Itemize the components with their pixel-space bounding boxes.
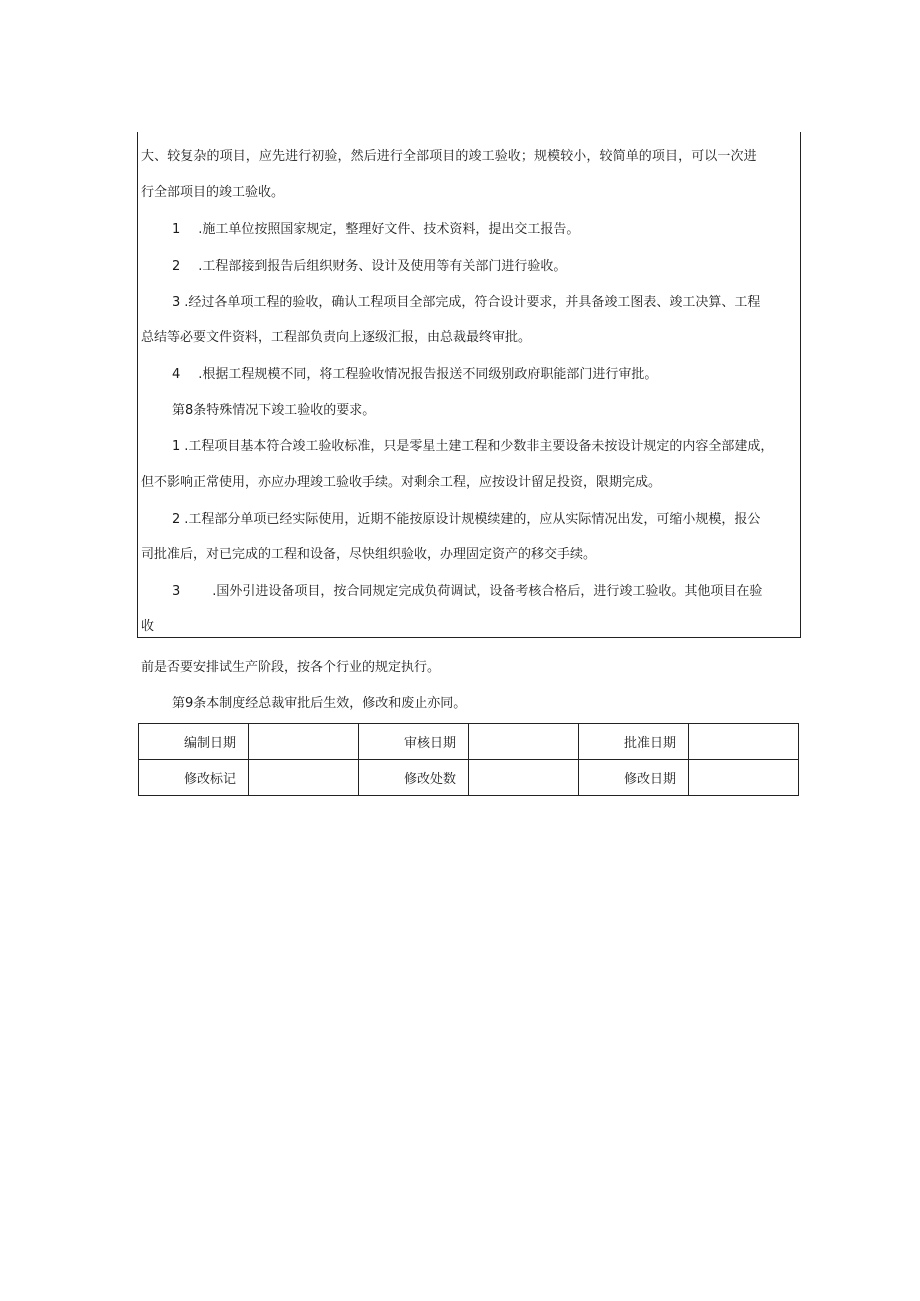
- table-row: [139, 760, 799, 796]
- cell-label: 批准日期: [579, 724, 689, 760]
- paragraph-line: 司批准后，对已完成的工程和设备，尽快组织验收，办理固定资产的移交手续。: [141, 547, 597, 562]
- paragraph-line: 前是否要安排试生产阶段，按各个行业的规定执行。: [141, 660, 441, 675]
- approval-table: [138, 723, 799, 796]
- cell-value[interactable]: [689, 760, 799, 796]
- cell-label: 修改日期: [579, 760, 689, 796]
- item-number: 1: [172, 439, 181, 454]
- cell-label: 编制日期: [139, 724, 249, 760]
- item-text: 施工单位按照国家规定，整理好文件、技术资料，提出交工报告。: [202, 222, 580, 237]
- paragraph-line: 大、较复杂的项目，应先进行初验，然后进行全部项目的竣工验收；规模较小，较简单的项目，可以一次进: [141, 149, 757, 164]
- list-item: 3 .经过各单项工程的验收，确认工程项目全部完成，符合设计要求，并具备竣工图表、竣工决算、工程: [172, 295, 761, 310]
- item-text: 工程部分单项已经实际使用，近期不能按原设计规模续建的，应从实际情况出发，可缩小规模，报公: [188, 512, 761, 527]
- article-heading: 第9条本制度经总裁审批后生效，修改和废止亦同。: [172, 696, 467, 711]
- list-item: 2 .工程部接到报告后组织财务、设计及使用等有关部门进行验收。: [172, 259, 567, 274]
- list-item: 1 .工程项目基本符合竣工验收标准，只是零星土建工程和少数非主要设备未按设计规定的内容全部建成，: [172, 439, 774, 454]
- list-item: 1 .施工单位按照国家规定，整理好文件、技术资料，提出交工报告。: [172, 222, 580, 237]
- cell-value[interactable]: [689, 724, 799, 760]
- paragraph-line: 但不影响正常使用，亦应办理竣工验收手续。对剩余工程，应按设计留足投资，限期完成。: [141, 475, 662, 490]
- item-number: 2: [172, 259, 181, 274]
- item-number: 2: [172, 512, 181, 527]
- cell-label: 审核日期: [359, 724, 469, 760]
- item-text: 工程部接到报告后组织财务、设计及使用等有关部门进行验收。: [202, 259, 567, 274]
- cell-value[interactable]: [249, 724, 359, 760]
- list-item: 3 .国外引进设备项目，按合同规定完成负荷调试，设备考核合格后，进行竣工验收。其他项目在验: [172, 584, 763, 599]
- table-row: [139, 724, 799, 760]
- item-text: 工程项目基本符合竣工验收标准，只是零星土建工程和少数非主要设备未按设计规定的内容全部建成，: [188, 439, 774, 454]
- paragraph-line: 收: [141, 619, 155, 634]
- paragraph-line: 总结等必要文件资料，工程部负责向上逐级汇报，由总裁最终审批。: [141, 330, 532, 345]
- item-number: 1: [172, 222, 181, 237]
- list-item: 2 .工程部分单项已经实际使用，近期不能按原设计规模续建的，应从实际情况出发，可缩小规模，报公: [172, 512, 761, 527]
- paragraph-line: 行全部项目的竣工验收。: [141, 185, 285, 200]
- list-item: 4 .根据工程规模不同，将工程验收情况报告报送不同级别政府职能部门进行审批。: [172, 367, 658, 382]
- item-number: 3: [172, 295, 181, 310]
- item-text: 国外引进设备项目，按合同规定完成负荷调试，设备考核合格后，进行竣工验收。其他项目在验: [216, 584, 763, 599]
- item-number: 4: [172, 367, 181, 382]
- article-heading: 第8条特殊情况下竣工验收的要求。: [172, 403, 376, 418]
- cell-value[interactable]: [249, 760, 359, 796]
- cell-value[interactable]: [469, 724, 579, 760]
- item-text: 经过各单项工程的验收，确认工程项目全部完成，符合设计要求，并具备竣工图表、竣工决算、工程: [188, 295, 761, 310]
- cell-label: 修改处数: [359, 760, 469, 796]
- item-number: 3: [172, 584, 181, 599]
- item-text: 根据工程规模不同，将工程验收情况报告报送不同级别政府职能部门进行审批。: [202, 367, 658, 382]
- cell-label: 修改标记: [139, 760, 249, 796]
- cell-value[interactable]: [469, 760, 579, 796]
